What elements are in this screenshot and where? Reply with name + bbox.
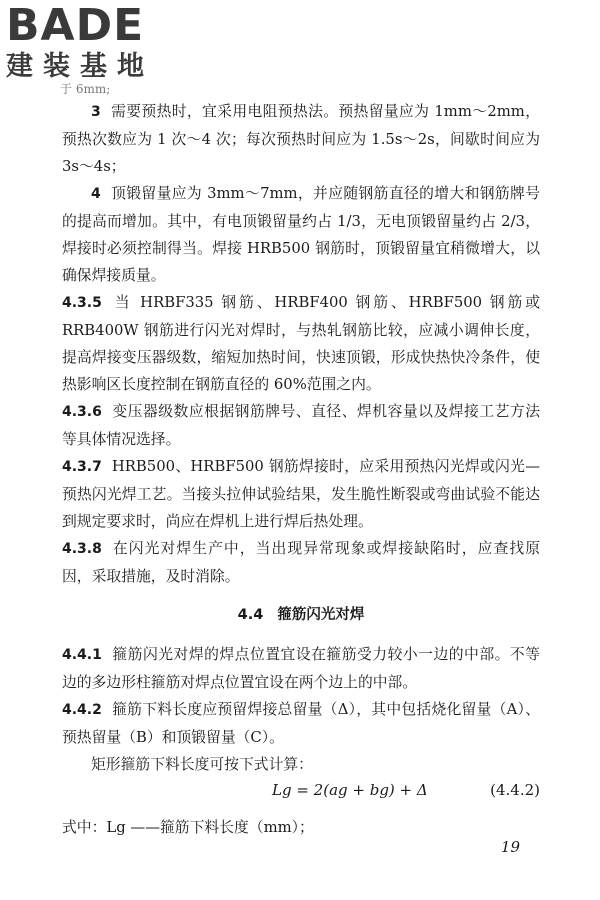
section-heading: 4.4 箍筋闪光对焊 [237, 607, 365, 623]
logo-wordmark: BADE [6, 0, 145, 51]
clause: 4.4.2 箍筋下料长度应预留焊接总留量（Δ），其中包括烧化留量（A）、预热留量（B）和顶锻留量（C）。 [62, 701, 540, 746]
clause: 4.4.1 箍筋闪光对焊的焊点位置宜设在箍筋受力较小一边的中部。不等边的多边形柱箍筋对焊点位置宜设在两个边上的中部。 [62, 646, 540, 691]
formula-note: 式中：Lg ——箍筋下料长度（mm）； [62, 819, 314, 836]
list-item: 4 顶锻留量应为 3mm～7mm，并应随钢筋直径的增大和钢筋牌号的提高而增加。其中，有电顶锻留量约占 1/3，无电顶锻留量约占 2/3，焊接时必须控制得当。焊接 HRB500 钢筋时，顶锻留量宜稍微增大，以确保焊接质量。 [62, 185, 540, 284]
calc-intro: 矩形箍筋下料长度可按下式计算： [91, 756, 313, 773]
page-body [62, 98, 540, 841]
formula [62, 778, 540, 810]
cut-off-line: 于 6mm; [60, 82, 111, 96]
list-item: 3 需要预热时，宜采用电阻预热法。预热留量应为 1mm～2mm，预热次数应为 1 次～4 次；每次预热时间应为 1.5s～2s，间歇时间应为 3s～4s； [62, 103, 540, 175]
page-number: 19 [500, 838, 520, 856]
clause: 4.3.5 当 HRBF335 钢筋、HRBF400 钢筋、HRBF500 钢筋或 RRB400W 钢筋进行闪光对焊时，与热轧钢筋比较，应减小调伸长度，提高焊接变压器级数，缩短加热时间，快速顶锻，形成快热快冷条件，使热影响区长度控制在钢筋直径的 60%范围之内。 [62, 294, 540, 393]
clause: 4.3.8 在闪光对焊生产中，当出现异常现象或焊接缺陷时，应查找原因，采取措施，及时消除。 [62, 540, 540, 585]
formula-number: (4.4.2) [490, 781, 540, 799]
clause: 4.3.6 变压器级数应根据钢筋牌号、直径、焊机容量以及焊接工艺方法等具体情况选择。 [62, 403, 540, 448]
logo-subtitle: 建装基地 [6, 51, 154, 82]
formula-expression: Lg = 2(ag + bg) + Δ [272, 781, 428, 799]
bade-logo [6, 0, 176, 88]
clause: 4.3.7 HRB500、HRBF500 钢筋焊接时，应采用预热闪光焊或闪光—预热闪光焊工艺。当接头拉伸试验结果，发生脆性断裂或弯曲试验不能达到规定要求时，尚应在焊机上进行焊后热处理。 [62, 458, 540, 530]
